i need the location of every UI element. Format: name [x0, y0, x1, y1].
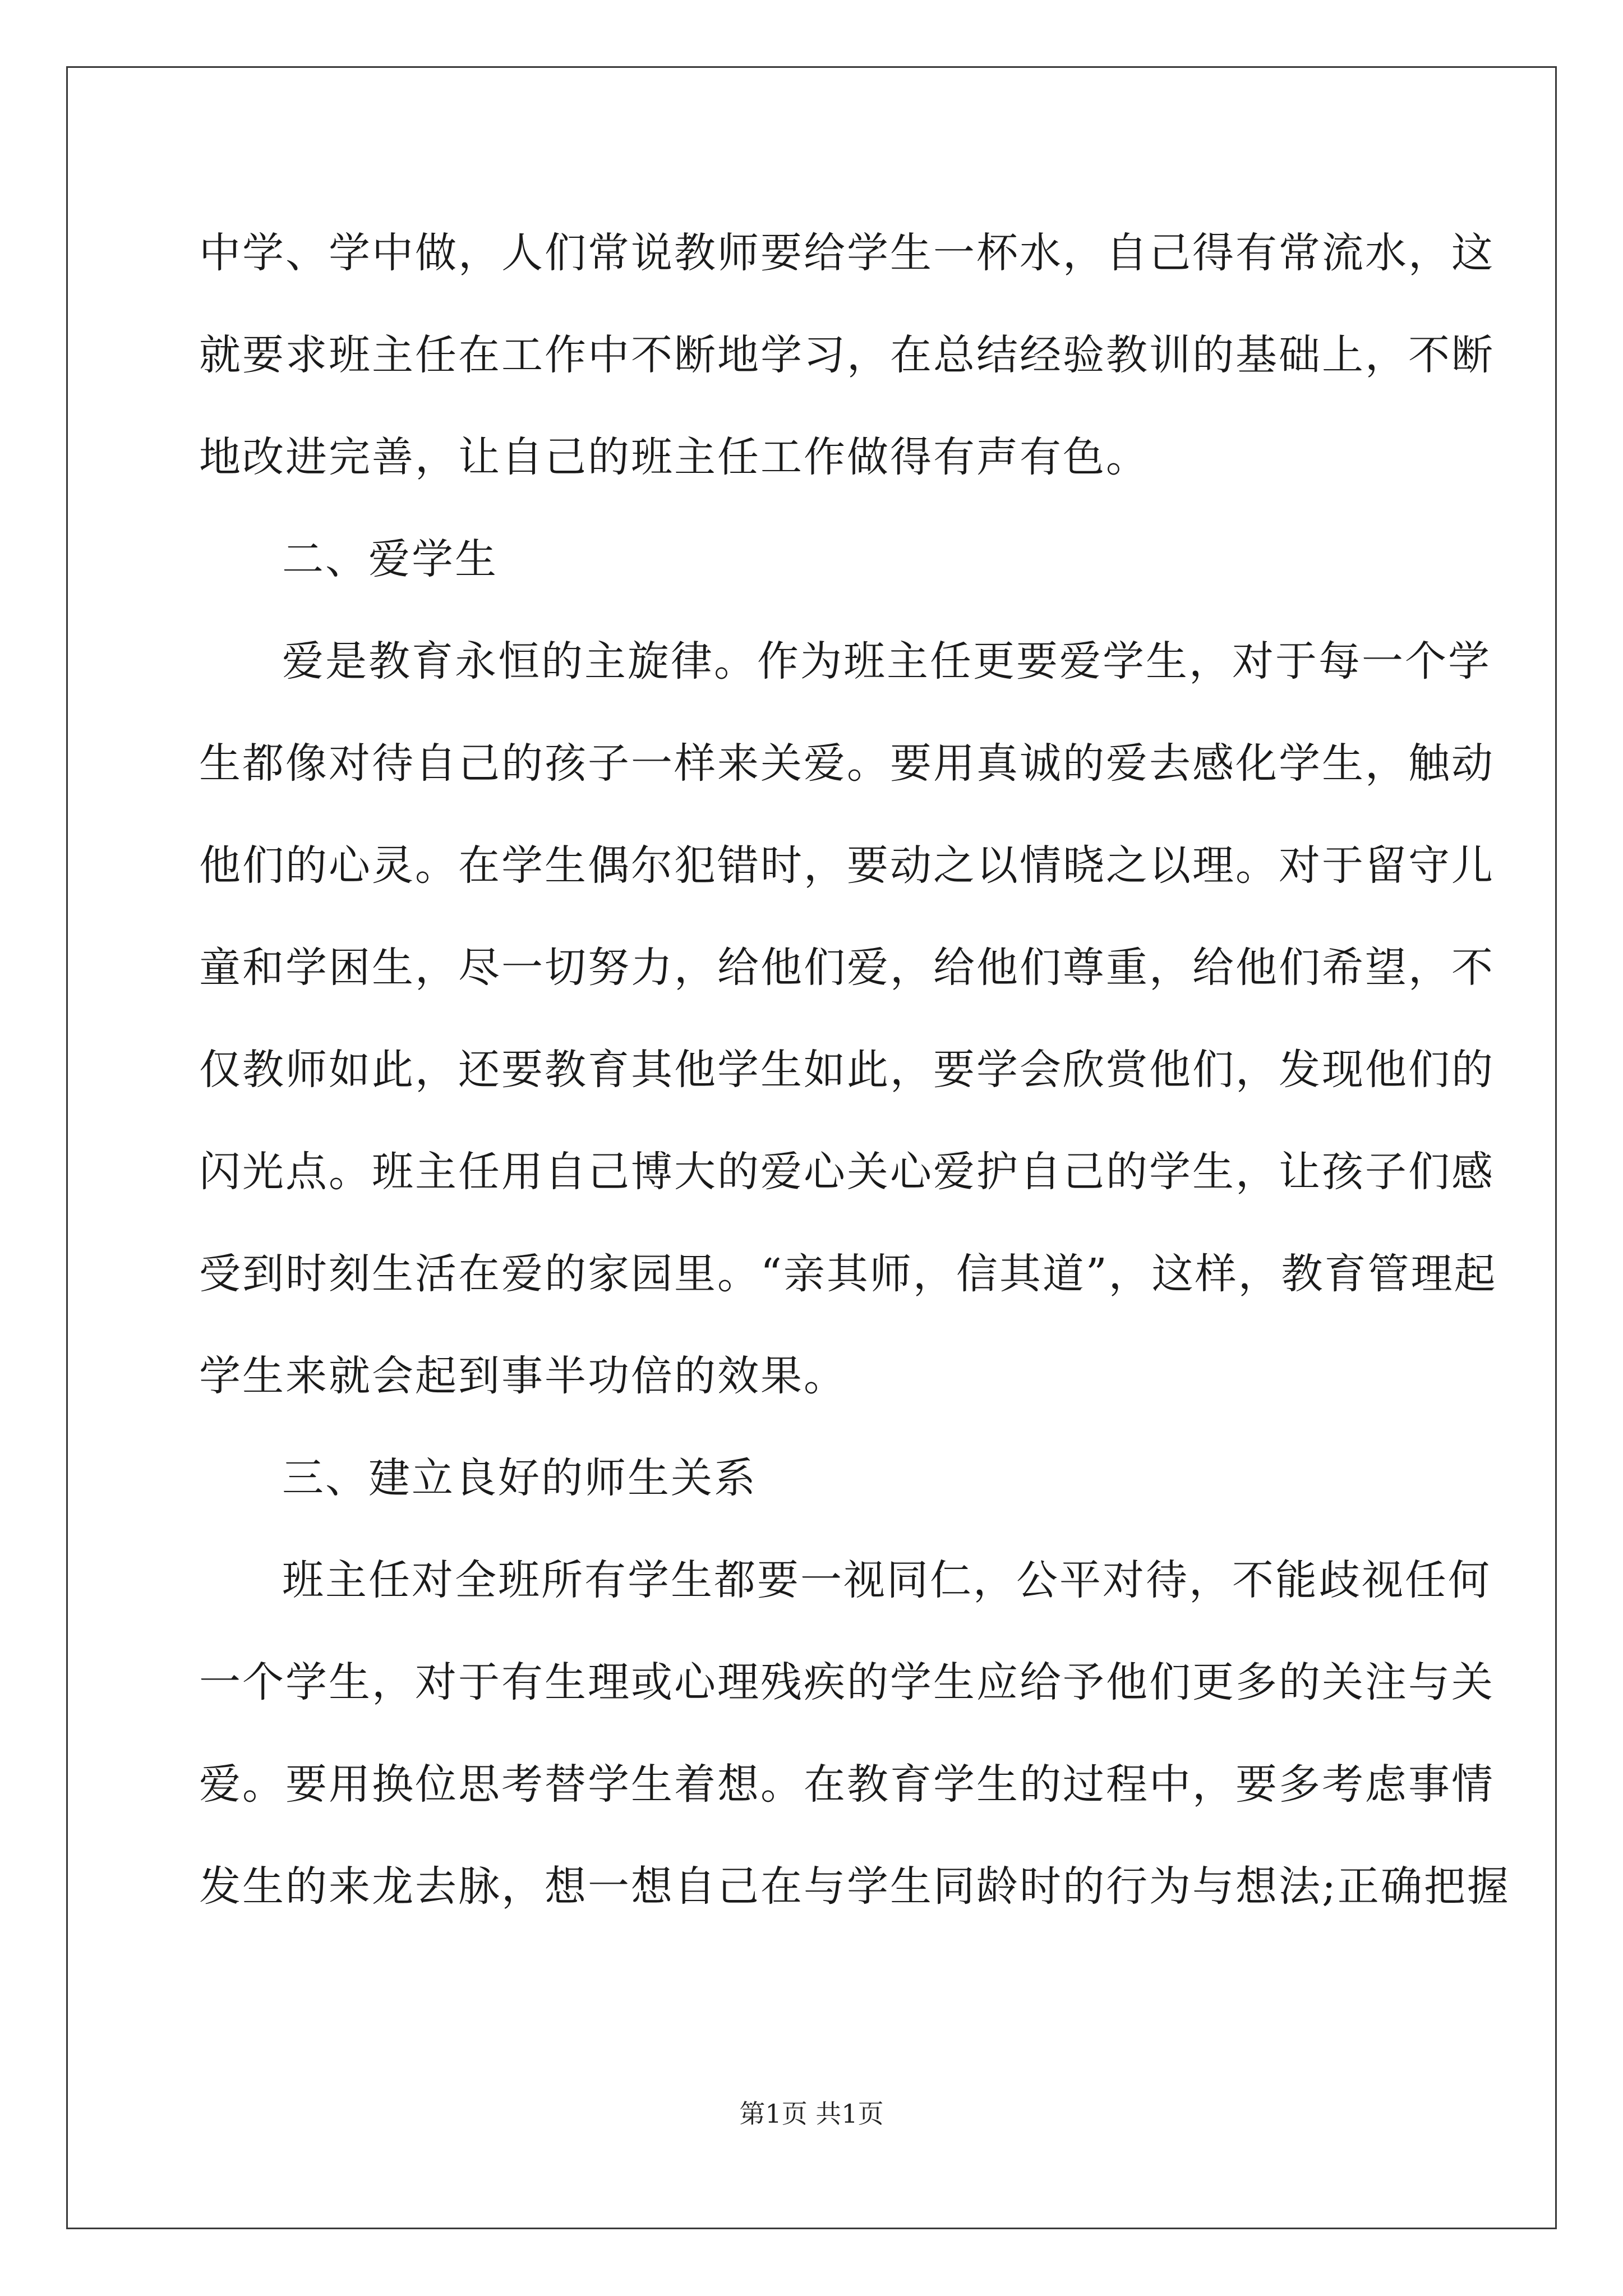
paragraph-line: 中学、学中做，人们常说教师要给学生一杯水，自己得有常流水，这: [199, 229, 1495, 277]
paragraph-line: 学生来就会起到事半功倍的效果。: [199, 1352, 847, 1400]
paragraph-line: 发生的来龙去脉，想一想自己在与学生同龄时的行为与想法;正确把握: [199, 1862, 1510, 1911]
paragraph-line: 他们的心灵。在学生偶尔犯错时，要动之以情晓之以理。对于留守儿: [199, 841, 1495, 890]
paragraph-line: 就要求班主任在工作中不断地学习，在总结经验教训的基础上，不断: [199, 331, 1495, 379]
paragraph-line: 爱。要用换位思考替学生着想。在教育学生的过程中，要多考虑事情: [199, 1760, 1495, 1809]
section-heading: 二、爱学生: [282, 535, 498, 583]
paragraph-line: 一个学生，对于有生理或心理残疾的学生应给予他们更多的关注与关: [199, 1658, 1495, 1706]
paragraph-line: 受到时刻生活在爱的家园里。“亲其师，信其道”，这样，教育管理起: [199, 1250, 1497, 1298]
paragraph-line: 生都像对待自己的孩子一样来关爱。要用真诚的爱去感化学生，触动: [199, 739, 1495, 788]
document-body: [199, 202, 1510, 1938]
paragraph-line: 仅教师如此，还要教育其他学生如此，要学会欣赏他们，发现他们的: [199, 1046, 1495, 1094]
page-number-footer: 第1页 共1页: [739, 2099, 884, 2129]
paragraph-line: 闪光点。班主任用自己博大的爱心关心爱护自己的学生，让孩子们感: [199, 1148, 1495, 1196]
paragraph-line: 童和学困生，尽一切努力，给他们爱，给他们尊重，给他们希望，不: [199, 944, 1495, 992]
section-heading: 三、建立良好的师生关系: [282, 1454, 757, 1502]
paragraph-line: 班主任对全班所有学生都要一视同仁，公平对待，不能歧视任何: [282, 1556, 1491, 1604]
paragraph-line: 地改进完善，让自己的班主任工作做得有声有色。: [199, 433, 1149, 481]
paragraph-line: 爱是教育永恒的主旋律。作为班主任更要爱学生，对于每一个学: [282, 637, 1491, 685]
